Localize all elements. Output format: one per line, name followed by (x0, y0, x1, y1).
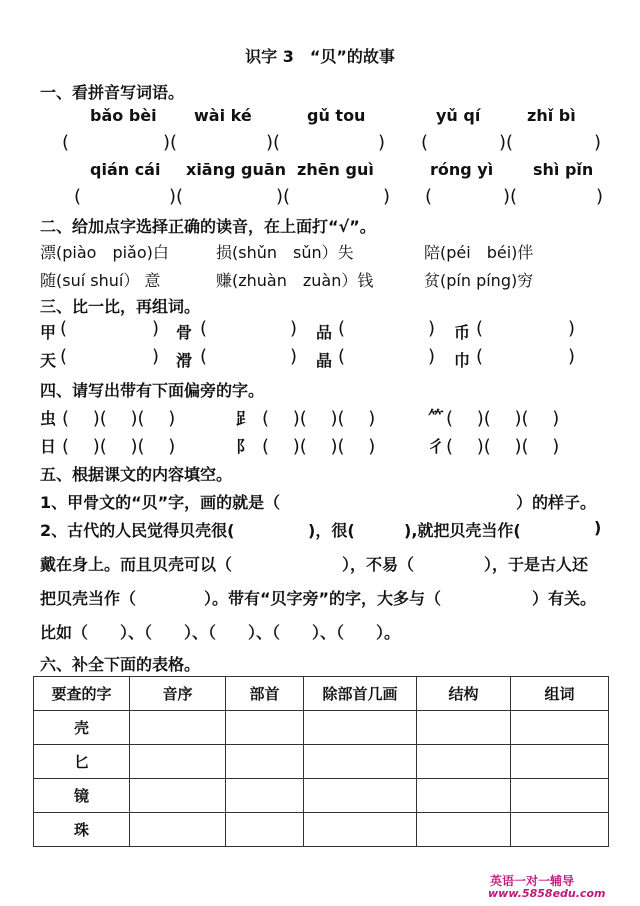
table-cell[interactable] (417, 745, 511, 779)
answer-bracket[interactable]: ( )( )( ) (62, 436, 176, 457)
table-cell[interactable] (226, 711, 304, 745)
table-header: 组词 (511, 677, 609, 711)
answer-bracket[interactable]: ) (594, 132, 602, 153)
table-row (34, 711, 609, 745)
radical: 日 (40, 437, 57, 456)
table-cell[interactable] (304, 813, 417, 847)
fill-line-2d: ) (594, 518, 602, 537)
radical: 阝 (236, 437, 253, 456)
answer-bracket[interactable]: ( )( )( ) (62, 408, 176, 429)
table-cell[interactable] (130, 745, 226, 779)
table-cell[interactable] (511, 745, 609, 779)
fill-line-5: 比如（ ）、（ ）、（ ）、（ ）、（ ）。 (40, 623, 401, 642)
reading-choice[interactable]: 陪(péi béi)伴 (424, 243, 534, 262)
table-header: 音序 (130, 677, 226, 711)
answer-bracket[interactable]: ) (568, 346, 576, 367)
page-title: 识字 3 “贝”的故事 (245, 47, 395, 66)
table-cell[interactable] (226, 779, 304, 813)
answer-bracket[interactable]: ( )( )( ) (262, 408, 376, 429)
lookup-table (33, 676, 609, 847)
answer-bracket[interactable]: )( (163, 132, 178, 153)
table-cell-char: 壳 (34, 711, 130, 745)
answer-bracket[interactable]: ) (290, 346, 298, 367)
fill-line-2: 2、古代的人民觉得贝壳很( (40, 521, 235, 540)
radical: 彳 (428, 437, 445, 456)
pinyin: bǎo bèi (90, 106, 157, 125)
fill-line-1-end: ）的样子。 (516, 493, 597, 512)
table-cell[interactable] (417, 813, 511, 847)
answer-bracket[interactable]: ( (476, 318, 484, 339)
answer-bracket[interactable]: ( )( )( ) (262, 436, 376, 457)
table-row (34, 813, 609, 847)
section-2-heading: 二、给加点字选择正确的读音，在上面打“√”。 (40, 217, 376, 236)
answer-bracket[interactable]: ) (428, 346, 436, 367)
table-cell[interactable] (130, 711, 226, 745)
table-header: 除部首几画 (304, 677, 417, 711)
answer-bracket[interactable]: ( (200, 346, 208, 367)
fill-line-3: 戴在身上。而且贝壳可以（ (40, 555, 233, 574)
table-cell[interactable] (511, 779, 609, 813)
table-cell[interactable] (417, 779, 511, 813)
answer-bracket[interactable]: ( (74, 186, 82, 207)
table-header: 要查的字 (34, 677, 130, 711)
answer-bracket[interactable]: ( (338, 346, 346, 367)
answer-bracket[interactable]: ( (421, 132, 429, 153)
answer-bracket[interactable]: ) (568, 318, 576, 339)
answer-bracket[interactable]: )( (169, 186, 184, 207)
compare-char: 骨 (176, 323, 193, 342)
section-5-heading: 五、根据课文的内容填空。 (40, 465, 233, 484)
table-cell[interactable] (417, 711, 511, 745)
reading-choice[interactable]: 损(shǔn sǔn）失 (216, 243, 354, 262)
fill-line-4c: ）有关。 (532, 589, 597, 608)
answer-bracket[interactable]: ( (476, 346, 484, 367)
footer-brand: 英语一对一辅导 (490, 874, 575, 888)
compare-char: 晶 (316, 351, 333, 370)
reading-choice[interactable]: 赚(zhuàn zuàn）钱 (216, 271, 374, 290)
table-header: 部首 (226, 677, 304, 711)
answer-bracket[interactable]: )( (499, 132, 514, 153)
table-cell[interactable] (130, 813, 226, 847)
answer-bracket[interactable]: ( (425, 186, 433, 207)
answer-bracket[interactable]: ( (200, 318, 208, 339)
fill-line-3b: ），不易（ (342, 555, 415, 574)
pinyin: qián cái (90, 160, 161, 179)
table-cell[interactable] (304, 779, 417, 813)
answer-bracket[interactable]: )( (266, 132, 281, 153)
table-cell[interactable] (304, 711, 417, 745)
compare-char: 甲 (40, 323, 57, 342)
table-row (34, 745, 609, 779)
compare-char: 天 (40, 351, 57, 370)
answer-bracket[interactable]: ( (338, 318, 346, 339)
answer-bracket[interactable]: ) (378, 132, 386, 153)
radical: 𧾷 (236, 409, 253, 428)
answer-bracket[interactable]: ) (428, 318, 436, 339)
reading-choice[interactable]: 随(suí shuí） 意 (40, 271, 161, 290)
reading-choice[interactable]: 漂(piào piǎo)白 (40, 243, 169, 262)
fill-line-3c: ），于是古人还 (484, 555, 589, 574)
answer-bracket[interactable]: ( (60, 346, 68, 367)
answer-bracket[interactable]: ( )( )( ) (446, 408, 560, 429)
pinyin: wài ké (194, 106, 252, 125)
table-cell[interactable] (130, 779, 226, 813)
compare-char: 滑 (176, 351, 193, 370)
radical: 虫 (40, 409, 57, 428)
pinyin: zhēn guì (297, 160, 374, 179)
section-3-heading: 三、比一比，再组词。 (40, 297, 201, 316)
table-cell[interactable] (511, 813, 609, 847)
table-cell[interactable] (226, 813, 304, 847)
answer-bracket[interactable]: )( (276, 186, 291, 207)
pinyin: gǔ tou (307, 106, 366, 125)
reading-choice[interactable]: 贫(pín píng)穷 (424, 271, 534, 290)
fill-line-2b: )，很( (308, 521, 355, 540)
answer-bracket[interactable]: ( (62, 132, 70, 153)
table-header-row (34, 677, 609, 711)
fill-line-2c: ),就把贝壳当作( (404, 521, 521, 540)
pinyin: yǔ qí (436, 106, 481, 125)
answer-bracket[interactable]: ( (60, 318, 68, 339)
table-cell-char: 匕 (34, 745, 130, 779)
table-cell[interactable] (511, 711, 609, 745)
pinyin: zhǐ bì (527, 106, 576, 125)
section-6-heading: 六、补全下面的表格。 (40, 655, 201, 674)
radical: ⺮ (428, 407, 445, 426)
table-row (34, 779, 609, 813)
answer-bracket[interactable]: )( (503, 186, 518, 207)
pinyin: xiāng guān (186, 160, 287, 179)
answer-bracket[interactable]: ) (596, 186, 604, 207)
fill-line-4b: ）。带有“贝字旁”的字，大多与（ (204, 589, 442, 608)
footer-url[interactable]: www.5858edu.com (488, 887, 606, 900)
fill-line-4: 把贝壳当作（ (40, 589, 137, 608)
section-1-heading: 一、看拼音写词语。 (40, 83, 185, 102)
fill-line-1: 1、甲骨文的“贝”字，画的就是（ (40, 493, 281, 512)
answer-bracket[interactable]: ) (290, 318, 298, 339)
table-cell-char: 珠 (34, 813, 130, 847)
table-header: 结构 (417, 677, 511, 711)
answer-bracket[interactable]: ) (383, 186, 391, 207)
answer-bracket[interactable]: ( )( )( ) (446, 436, 560, 457)
compare-char: 品 (316, 323, 333, 342)
section-4-heading: 四、请写出带有下面偏旁的字。 (40, 381, 265, 400)
compare-char: 巾 (454, 351, 471, 370)
answer-bracket[interactable]: ) (152, 318, 160, 339)
answer-bracket[interactable]: ) (152, 346, 160, 367)
table-cell[interactable] (304, 745, 417, 779)
pinyin: shì pǐn (533, 160, 594, 179)
table-cell-char: 镜 (34, 779, 130, 813)
compare-char: 币 (454, 323, 471, 342)
pinyin: róng yì (430, 160, 494, 179)
table-cell[interactable] (226, 745, 304, 779)
